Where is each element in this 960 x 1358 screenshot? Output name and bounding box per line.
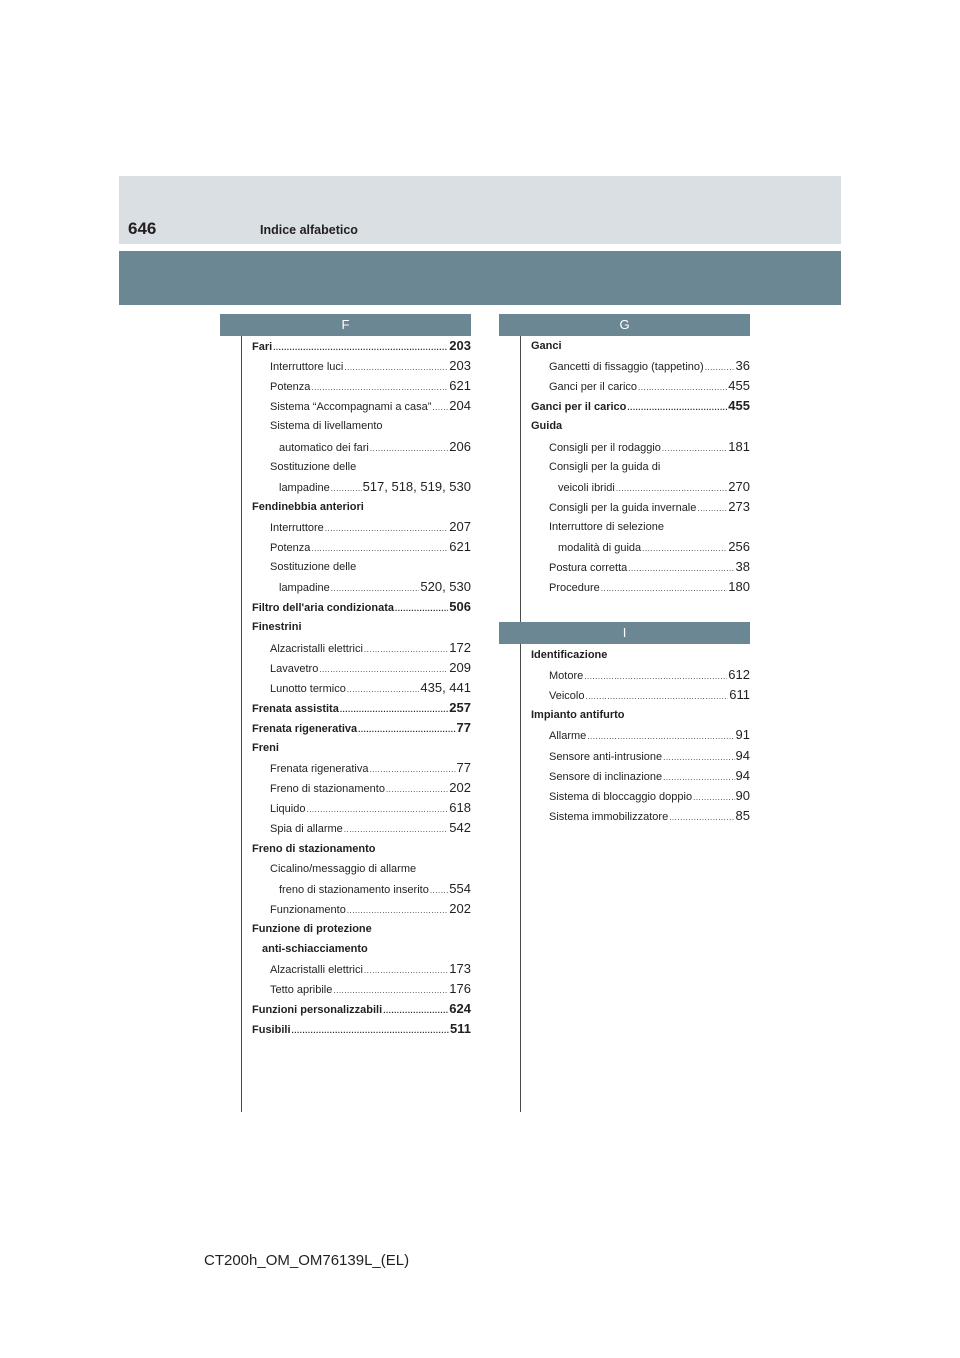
entry-text: Tetto apribile bbox=[270, 984, 333, 997]
dot-leader bbox=[395, 599, 448, 619]
index-entry bbox=[252, 919, 471, 939]
entry-text: Spia di allarme bbox=[270, 823, 343, 836]
dot-leader bbox=[697, 499, 727, 519]
index-subentry bbox=[549, 497, 750, 517]
dot-leader bbox=[347, 680, 420, 700]
entry-text: Allarme bbox=[549, 730, 587, 743]
entry-text: Veicolo bbox=[549, 690, 585, 703]
index-entry bbox=[531, 396, 750, 416]
entry-page-ref: 202 bbox=[449, 780, 471, 796]
dot-leader bbox=[344, 358, 448, 378]
index-entry bbox=[252, 999, 471, 1019]
entry-text: Potenza bbox=[270, 542, 311, 554]
section-header-i: I bbox=[499, 622, 750, 644]
dot-leader bbox=[638, 378, 727, 398]
entry-page-ref: 180 bbox=[728, 579, 750, 595]
dot-leader bbox=[628, 559, 734, 579]
index-subentry bbox=[270, 818, 471, 838]
index-subentry bbox=[270, 416, 471, 436]
index-subentry bbox=[270, 638, 471, 658]
dot-leader bbox=[642, 539, 727, 559]
document-code: CT200h_OM_OM76139L_(EL) bbox=[204, 1252, 410, 1269]
entry-page-ref: 85 bbox=[735, 807, 750, 823]
entry-text: Interruttore bbox=[270, 521, 324, 534]
entry-text: freno di stazionamento inserito bbox=[279, 883, 429, 896]
index-subentry bbox=[558, 477, 750, 497]
entry-text: Guida bbox=[531, 420, 563, 433]
dot-leader bbox=[292, 1021, 450, 1041]
index-entry bbox=[531, 645, 750, 665]
entry-text: Funzioni personalizzabili bbox=[252, 1004, 383, 1017]
entry-page-ref: 257 bbox=[449, 699, 471, 715]
entry-text: Ganci per il carico bbox=[531, 401, 627, 414]
index-subentry bbox=[549, 457, 750, 477]
index-subentry bbox=[279, 879, 471, 899]
entry-text: Sostituzione delle bbox=[270, 460, 357, 473]
dot-leader bbox=[584, 667, 727, 687]
index-subentry bbox=[270, 557, 471, 577]
entry-text: Procedure bbox=[549, 582, 600, 595]
entry-text: Alzacristalli elettrici bbox=[270, 642, 363, 655]
entry-page-ref: 273 bbox=[728, 498, 750, 514]
index-subentry bbox=[270, 899, 471, 919]
entry-page-ref: 256 bbox=[728, 539, 750, 554]
dot-leader bbox=[669, 808, 734, 828]
entry-text: Sistema “Accompagnami a casa” bbox=[270, 401, 432, 414]
entry-text: Fari bbox=[252, 341, 273, 353]
dot-leader bbox=[587, 727, 734, 747]
entry-page-ref: 618 bbox=[449, 800, 471, 816]
index-entry bbox=[252, 839, 471, 859]
entry-text: Interruttore luci bbox=[270, 361, 344, 374]
index-subentry bbox=[270, 537, 471, 557]
left-column-rule bbox=[241, 315, 242, 1112]
index-subentry bbox=[549, 376, 750, 396]
index-subentry bbox=[270, 979, 471, 999]
dot-leader bbox=[311, 539, 448, 559]
dot-leader bbox=[601, 579, 728, 599]
dot-leader bbox=[319, 660, 448, 680]
index-subentry bbox=[270, 396, 471, 416]
entry-text: Funzione di protezione bbox=[252, 922, 372, 935]
dot-leader bbox=[333, 981, 448, 1001]
entry-page-ref: 511 bbox=[450, 1021, 471, 1037]
index-subentry bbox=[549, 685, 750, 705]
entry-page-ref: 204 bbox=[449, 398, 471, 414]
index-entry bbox=[252, 718, 471, 738]
entry-page-ref: 94 bbox=[735, 747, 750, 763]
entry-text: Postura corretta bbox=[549, 562, 628, 575]
dot-leader bbox=[325, 519, 448, 539]
entry-page-ref: 91 bbox=[735, 727, 750, 743]
index-entry bbox=[252, 617, 471, 637]
index-subentry bbox=[549, 766, 750, 786]
index-entry bbox=[252, 497, 471, 517]
index-subentry bbox=[270, 457, 471, 477]
dot-leader bbox=[358, 720, 455, 740]
index-subentry bbox=[549, 437, 750, 457]
entry-page-ref: 517, 518, 519, 530 bbox=[362, 478, 471, 494]
entry-text: Frenata rigenerativa bbox=[270, 763, 369, 776]
entry-page-ref: 173 bbox=[449, 961, 471, 977]
dot-leader bbox=[705, 358, 735, 378]
entry-page-ref: 621 bbox=[449, 539, 471, 554]
entry-page-ref: 206 bbox=[449, 438, 471, 454]
entry-text: Consigli per la guida invernale bbox=[549, 501, 697, 514]
entry-text: veicoli ibridi bbox=[558, 481, 615, 494]
dot-leader bbox=[616, 479, 727, 499]
dot-leader bbox=[662, 439, 727, 459]
dot-leader bbox=[383, 1001, 448, 1021]
entry-text: Fendinebbia anteriori bbox=[252, 500, 364, 513]
index-subentry bbox=[270, 376, 471, 396]
entry-text: Funzionamento bbox=[270, 903, 346, 916]
entry-text: Ganci per il carico bbox=[549, 381, 638, 394]
entry-page-ref: 203 bbox=[449, 338, 471, 353]
entry-text: modalità di guida bbox=[558, 542, 642, 554]
dot-leader bbox=[369, 760, 455, 780]
index-subentry bbox=[549, 806, 750, 826]
entry-text: Ganci bbox=[531, 340, 562, 352]
entry-page-ref: 203 bbox=[449, 358, 471, 374]
entry-text: Filtro dell'aria condizionata bbox=[252, 602, 394, 615]
index-subentry bbox=[270, 859, 471, 879]
entry-page-ref: 624 bbox=[449, 1001, 471, 1017]
entry-text: Impianto antifurto bbox=[531, 709, 625, 722]
index-subentry bbox=[549, 746, 750, 766]
entry-text: Gancetti di fissaggio (tappetino) bbox=[549, 361, 704, 374]
dot-leader bbox=[663, 768, 734, 788]
dot-leader bbox=[386, 780, 448, 800]
entry-text: Freni bbox=[252, 742, 279, 754]
dot-leader bbox=[273, 338, 448, 358]
entry-text: Sensore anti-intrusione bbox=[549, 750, 663, 763]
entry-page-ref: 38 bbox=[735, 559, 750, 575]
entry-text: Fusibili bbox=[252, 1024, 291, 1037]
entry-page-ref: 94 bbox=[735, 767, 750, 783]
entry-text: automatico dei fari bbox=[279, 441, 369, 454]
dot-leader bbox=[344, 820, 449, 840]
dot-leader bbox=[432, 398, 448, 418]
index-subentry bbox=[549, 557, 750, 577]
dot-leader bbox=[347, 901, 448, 921]
entry-text: Freno di stazionamento bbox=[270, 783, 385, 796]
entry-text: lampadine bbox=[279, 481, 330, 494]
index-subentry bbox=[549, 665, 750, 685]
entry-text: Sistema di livellamento bbox=[270, 420, 383, 433]
index-subentry bbox=[270, 758, 471, 778]
index-subentry bbox=[549, 517, 750, 537]
index-entry bbox=[252, 738, 471, 758]
entry-text: Frenata rigenerativa bbox=[252, 722, 358, 735]
index-entry bbox=[252, 1019, 471, 1039]
entry-text: Freno di stazionamento bbox=[252, 842, 376, 855]
index-subentry bbox=[558, 537, 750, 557]
dot-leader bbox=[364, 640, 448, 660]
entry-page-ref: 270 bbox=[728, 478, 750, 494]
dot-leader bbox=[693, 788, 734, 808]
entry-page-ref: 455 bbox=[728, 378, 750, 394]
entry-page-ref: 611 bbox=[729, 687, 750, 703]
index-subentry bbox=[279, 437, 471, 457]
index-entry bbox=[531, 336, 750, 356]
index-subentry bbox=[262, 939, 471, 959]
entry-text: Identificazione bbox=[531, 649, 608, 661]
entry-text: Sensore di inclinazione bbox=[549, 770, 663, 783]
index-subentry bbox=[549, 356, 750, 376]
index-subentry bbox=[270, 517, 471, 537]
entry-text: Liquido bbox=[270, 803, 306, 816]
entry-page-ref: 506 bbox=[449, 599, 471, 615]
index-entry bbox=[252, 698, 471, 718]
entry-text: Alzacristalli elettrici bbox=[270, 964, 363, 977]
dot-leader bbox=[331, 579, 420, 599]
entry-text: Lavavetro bbox=[270, 662, 319, 675]
entry-text: anti-schiacciamento bbox=[262, 943, 368, 955]
section-header-g: G bbox=[499, 314, 750, 336]
index-subentry bbox=[549, 725, 750, 745]
entry-page-ref: 181 bbox=[728, 438, 750, 454]
entry-text: Motore bbox=[549, 670, 584, 683]
index-subentry bbox=[270, 778, 471, 798]
dot-leader bbox=[331, 479, 362, 499]
page-number: 646 bbox=[128, 219, 157, 238]
dot-leader bbox=[364, 961, 448, 981]
dot-leader bbox=[311, 378, 448, 398]
entry-text: Consigli per la guida di bbox=[549, 460, 661, 473]
dot-leader bbox=[370, 439, 448, 459]
index-subentry bbox=[549, 786, 750, 806]
entry-page-ref: 209 bbox=[449, 659, 471, 675]
entry-text: lampadine bbox=[279, 582, 330, 595]
dot-leader bbox=[340, 700, 448, 720]
entry-text: Potenza bbox=[270, 381, 311, 394]
entry-page-ref: 542 bbox=[449, 820, 471, 836]
index-subentry bbox=[279, 577, 471, 597]
entry-page-ref: 77 bbox=[456, 760, 471, 776]
entry-page-ref: 90 bbox=[735, 787, 750, 803]
dot-leader bbox=[627, 398, 727, 418]
index-entry bbox=[531, 705, 750, 725]
header-accent-band bbox=[119, 251, 841, 305]
entry-page-ref: 520, 530 bbox=[420, 579, 471, 595]
dot-leader bbox=[585, 687, 728, 707]
section-header-f: F bbox=[220, 314, 471, 336]
entry-page-ref: 435, 441 bbox=[420, 679, 471, 695]
entry-page-ref: 612 bbox=[728, 667, 750, 683]
entry-page-ref: 455 bbox=[728, 398, 750, 414]
entry-page-ref: 172 bbox=[449, 639, 471, 655]
entry-text: Sostituzione delle bbox=[270, 561, 357, 574]
index-entry bbox=[252, 597, 471, 617]
dot-leader bbox=[663, 748, 734, 768]
index-subentry bbox=[270, 798, 471, 818]
entry-page-ref: 202 bbox=[449, 900, 471, 916]
entry-text: Lunotto termico bbox=[270, 682, 346, 695]
header-top-band bbox=[119, 176, 841, 244]
entry-text: Sistema di bloccaggio doppio bbox=[549, 790, 693, 803]
index-entry bbox=[252, 336, 471, 356]
index-subentry bbox=[270, 678, 471, 698]
entry-text: Cicalino/messaggio di allarme bbox=[270, 862, 417, 875]
entry-page-ref: 207 bbox=[449, 518, 471, 534]
entry-page-ref: 176 bbox=[449, 981, 471, 997]
index-subentry bbox=[270, 658, 471, 678]
index-subentry bbox=[549, 577, 750, 597]
entry-page-ref: 77 bbox=[456, 719, 471, 735]
entry-text: Frenata assistita bbox=[252, 702, 339, 715]
entry-text: Finestrini bbox=[252, 621, 302, 634]
index-subentry bbox=[270, 356, 471, 376]
dot-leader bbox=[306, 800, 448, 820]
right-column-rule bbox=[520, 315, 521, 1112]
entry-page-ref: 36 bbox=[735, 358, 750, 374]
entry-page-ref: 554 bbox=[449, 880, 471, 896]
index-subentry bbox=[279, 477, 471, 497]
index-subentry bbox=[270, 959, 471, 979]
entry-text: Sistema immobilizzatore bbox=[549, 810, 669, 823]
entry-text: Consigli per il rodaggio bbox=[549, 441, 661, 454]
dot-leader bbox=[430, 881, 448, 901]
entry-page-ref: 621 bbox=[449, 378, 471, 394]
entry-text: Interruttore di selezione bbox=[549, 520, 664, 533]
index-entry bbox=[531, 416, 750, 436]
page-title: Indice alfabetico bbox=[260, 223, 358, 237]
